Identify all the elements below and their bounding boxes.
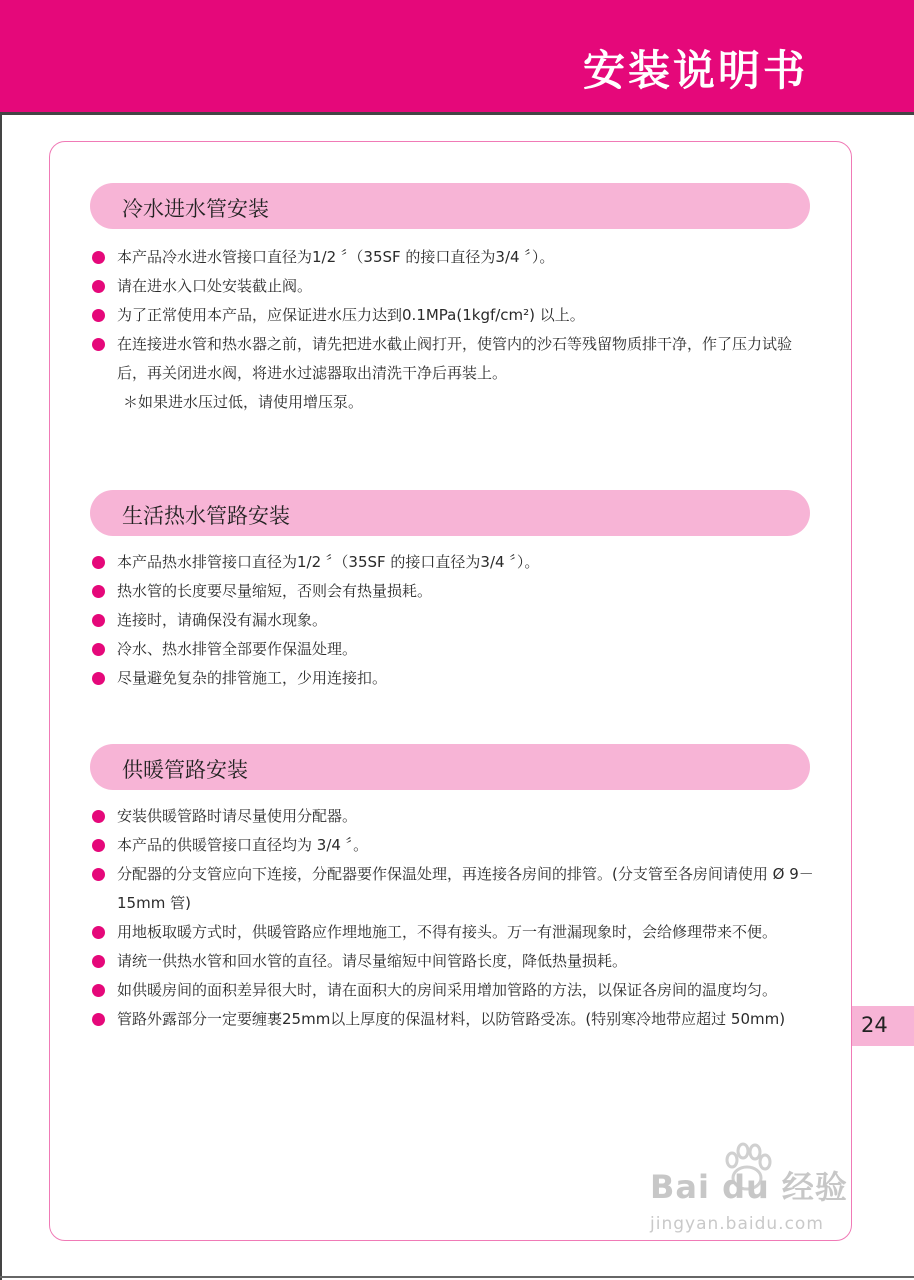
- list-item: 如供暖房间的面积差异很大时，请在面积大的房间采用增加管路的方法，以保证各房间的温度均匀。: [90, 976, 820, 1005]
- bullet-icon: [92, 338, 105, 351]
- list-item: 连接时，请确保没有漏水现象。: [90, 606, 820, 635]
- page-border-bottom: [0, 1276, 914, 1278]
- list-item: 管路外露部分一定要缠裹25mm以上厚度的保温材料，以防管路受冻。(特别寒冷地带应超过 50mm): [90, 1005, 820, 1034]
- list-item: 冷水、热水排管全部要作保温处理。: [90, 635, 820, 664]
- list-item: 请统一供热水管和回水管的直径。请尽量缩短中间管路长度，降低热量损耗。: [90, 947, 820, 976]
- page-border-left: [0, 0, 2, 1280]
- section-header-hot-water: [90, 490, 810, 536]
- header-banner: [0, 0, 914, 115]
- list-item: 热水管的长度要尽量缩短，否则会有热量损耗。: [90, 577, 820, 606]
- list-item: 为了正常使用本产品，应保证进水压力达到0.1MPa(1kgf/cm²) 以上。: [90, 301, 820, 330]
- watermark-url: jingyan.baidu.com: [650, 1214, 824, 1234]
- page-title: 安装说明书: [582, 46, 808, 95]
- list-item: 本产品冷水进水管接口直径为1/2 〞（35SF 的接口直径为3/4 〞）。: [90, 243, 820, 272]
- bullet-icon: [92, 868, 105, 881]
- list-item: 尽量避免复杂的排管施工，少用连接扣。: [90, 664, 820, 693]
- bullet-icon: [92, 839, 105, 852]
- bullet-icon: [92, 643, 105, 656]
- list-item: 在连接进水管和热水器之前，请先把进水截止阀打开，使管内的沙石等残留物质排干净，作了压力试验后，再关闭进水阀，将进水过滤器取出清洗干净后再装上。: [90, 330, 820, 388]
- section-title: 冷水进水管安装: [122, 197, 269, 221]
- section-note: ＊如果进水压过低，请使用增压泵。: [123, 393, 364, 411]
- list-item: 用地板取暖方式时，供暖管路应作埋地施工，不得有接头。万一有泄漏现象时，会给修理带来不便。: [90, 918, 820, 947]
- bullet-icon: [92, 585, 105, 598]
- bullet-icon: [92, 672, 105, 685]
- list-item: 本产品的供暖管接口直径均为 3/4 〞。: [90, 831, 820, 860]
- section-header-heating: [90, 744, 810, 790]
- list-item: 请在进水入口处安装截止阀。: [90, 272, 820, 301]
- bullet-icon: [92, 309, 105, 322]
- section-title: 生活热水管路安装: [122, 504, 290, 528]
- list-item: 分配器的分支管应向下连接，分配器要作保温处理，再连接各房间的排管。(分支管至各房间请使用 Ø 9－15mm 管): [90, 860, 820, 918]
- bullet-icon: [92, 280, 105, 293]
- section-header-cold-water: [90, 183, 810, 229]
- bullet-icon: [92, 955, 105, 968]
- bullet-icon: [92, 984, 105, 997]
- watermark-logo: Bai du 经验: [650, 1168, 848, 1206]
- section-title: 供暖管路安装: [122, 758, 248, 782]
- bullet-icon: [92, 251, 105, 264]
- bullet-icon: [92, 810, 105, 823]
- list-item: 本产品热水排管接口直径为1/2 〞（35SF 的接口直径为3/4 〞）。: [90, 548, 820, 577]
- list-item: 安装供暖管路时请尽量使用分配器。: [90, 802, 820, 831]
- bullet-icon: [92, 614, 105, 627]
- bullet-icon: [92, 926, 105, 939]
- section-list-cold-water: [90, 243, 820, 417]
- bullet-icon: [92, 556, 105, 569]
- section-list-heating: [90, 802, 820, 1034]
- page-number: 24: [852, 1006, 914, 1046]
- bullet-icon: [92, 1013, 105, 1026]
- section-list-hot-water: [90, 548, 820, 693]
